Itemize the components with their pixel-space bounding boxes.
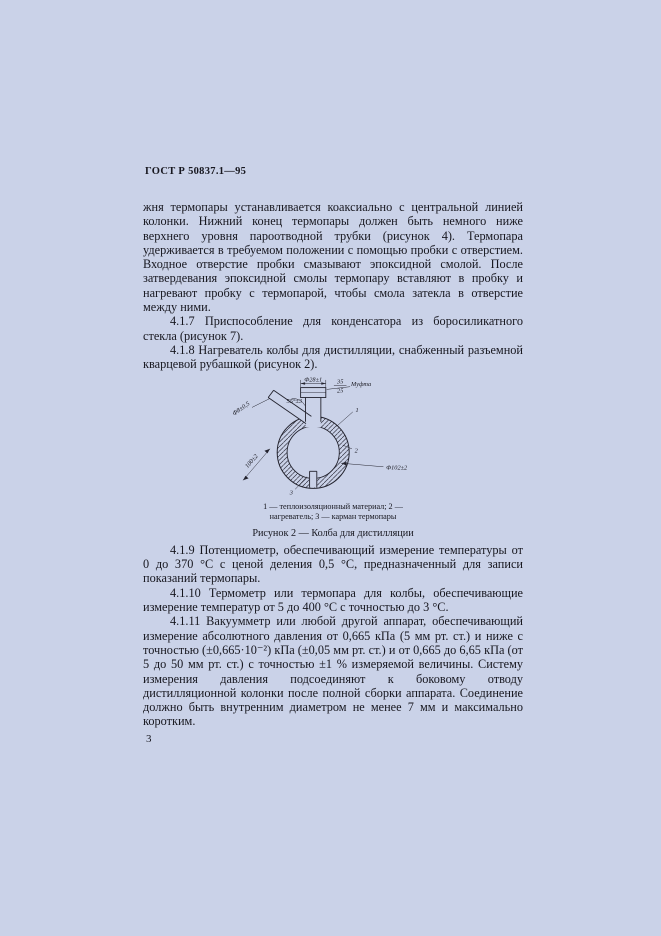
distillation-flask-drawing (216, 375, 450, 501)
figure-legend: 1 — теплоизоляционный материал; 2 — нагреватель; 3 — карман термопары (263, 501, 403, 521)
joint-fraction-denominator: 25 (337, 387, 344, 395)
paragraph-4-1-9: 4.1.9 Потенциометр, обеспечивающий измерение температуры от 0 до 370 °С с ценой деления 0,5 °С, предназначенный для записи показаний термопары. (143, 542, 523, 586)
paragraph-4-1-11: 4.1.11 Вакуумметр или любой другой аппарат, обеспечивающий измерение абсолютного давления от 0,665 кПа (5 мм рт. ст.) и ниже с точностью (±0,665·10⁻²) кПа (±0,05 мм рт. ст.) и от 0,665 до 6,65 кПа (от 5 до 50 мм рт. ст.) с точностью ±1 % измеряемой величины. Систему измерения давления подсоединяют к боковому отводу дистилляционной колонки после полной сборки аппарата. Соединение должно быть внутренним диаметром не менее 7 мм и максимально коротким. (143, 614, 523, 729)
joint-fraction-numerator: 35 (337, 378, 344, 386)
sleeve-label: Муфта (351, 380, 372, 388)
paragraph-4-1-8: 4.1.8 Нагреватель колбы для дистилляции, снабженный разъемной кварцевой рубашкой (рисунок 2). (143, 342, 523, 372)
dim-flask-diameter-label: Ф102±2 (386, 464, 408, 472)
figure-2-distillation-flask (143, 375, 523, 541)
callout-3-label: 3 (289, 489, 293, 497)
document-header: ГОСТ Р 50837.1—95 (145, 166, 247, 177)
paragraph-4-1-10: 4.1.10 Термометр или термопара для колбы, обеспечивающие измерение температур от 5 до 400 °С с точностью до 3 °С. (143, 585, 523, 615)
paragraph-4-1-7: 4.1.7 Приспособление для конденсатора из боросиликатного стекла (рисунок 7). (143, 314, 523, 343)
page-number: 3 (146, 733, 152, 745)
figure-caption-block (143, 502, 523, 541)
callout-1-label: 1 (355, 406, 359, 414)
dim-angle-label: 55°±3 (286, 397, 303, 405)
paragraph-continuation: жня термопары устанавливается коаксиально с центральной линией колонки. Нижний конец термопары должен быть немного ниже верхнего уровня пароотводной трубки (рисунок 4). Термопара удерживается в требуемом положении с помощью пробки с отверстием. Входное отверстие пробки смазывают эпоксидной смолой. После затвердевания эпоксидной смолы термопару вставляют в пробку и нагревают пробку с термопарой, чтобы смола затекла в отверстие между ними. (143, 200, 523, 315)
flask-body (268, 387, 349, 488)
dim-tube-diameter-label: Ф8±0,5 (231, 399, 252, 417)
callout-2-label: 2 (354, 446, 358, 454)
dim-height-label: 100±2 (243, 452, 260, 470)
figure-title: Рисунок 2 — Колба для дистилляции (252, 527, 414, 539)
document-body (143, 200, 523, 729)
dim-neck-diameter-label: Ф28±1 (304, 375, 323, 383)
